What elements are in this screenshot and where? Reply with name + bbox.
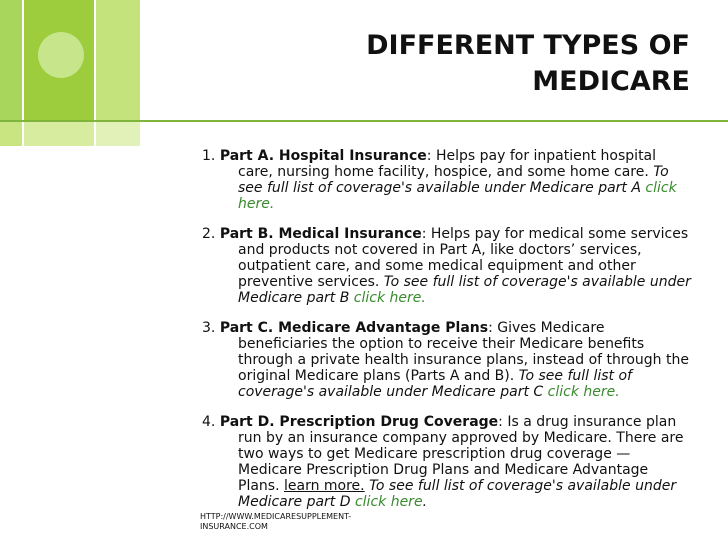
- learn-more-link[interactable]: learn more.: [283, 478, 365, 494]
- item-number: 3.: [202, 320, 216, 336]
- footer-line-2: INSURANCE.COM: [200, 522, 268, 531]
- decor-divider-horizontal: [0, 120, 728, 122]
- click-here-link-part-b[interactable]: click here.: [353, 290, 426, 306]
- item-heading: Part C. Medicare Advantage Plans: [219, 320, 489, 336]
- title-line-2: MEDICARE: [532, 66, 690, 97]
- footer-line-1: HTTP://WWW.MEDICARESUPPLEMENT-: [200, 512, 352, 521]
- decor-circle: [38, 32, 84, 78]
- medicare-parts-list: [202, 148, 692, 524]
- item-heading: Part B. Medical Insurance: [219, 226, 422, 242]
- item-description: : Helps pay for inpatient hospital care, nursing home facility, hospice, and some home care.: [238, 148, 657, 180]
- list-item-part-d: [202, 414, 692, 510]
- item-coverage-note: To see full list of coverage's available under Medicare part A: [238, 164, 669, 196]
- item-number: 1.: [202, 148, 216, 164]
- click-here-link-part-a[interactable]: click here.: [238, 180, 677, 212]
- item-number: 2.: [202, 226, 216, 242]
- decor-square-1: [0, 0, 22, 120]
- item-number: 4.: [202, 414, 216, 430]
- item-description: : Gives Medicare beneficiaries the option to receive their Medicare benefits through a private health insurance plans, instead of through the original Medicare plans (Parts A and B).: [238, 320, 689, 384]
- item-coverage-note: To see full list of coverage's available under Medicare part D: [238, 478, 677, 510]
- source-url-footer: [200, 512, 400, 532]
- decor-square-5: [24, 122, 94, 146]
- decor-square-4: [0, 122, 22, 146]
- title-line-1: DIFFERENT TYPES OF: [366, 30, 690, 61]
- item-description: : Is a drug insurance plan run by an insurance company approved by Medicare. There are two ways to get Medicare prescription drug coverage — Medicare Prescription Drug Plans and Medicare Advantage Plans.: [238, 414, 684, 494]
- page-title: [300, 28, 690, 100]
- list-item-part-c: [202, 320, 692, 400]
- decor-divider-vertical: [140, 0, 142, 122]
- click-here-link-part-d[interactable]: click here: [354, 494, 423, 510]
- decor-square-6: [96, 122, 140, 146]
- list-item-part-a: [202, 148, 692, 212]
- item-coverage-note: To see full list of coverage's available under Medicare part C: [238, 368, 632, 400]
- list-item-part-b: [202, 226, 692, 306]
- item-heading: Part D. Prescription Drug Coverage: [219, 414, 499, 430]
- item-description: : Helps pay for medical some services and products not covered in Part A, like doctors’ services, outpatient care, and some medical equipment and other preventive services.: [238, 226, 689, 290]
- item-heading: Part A. Hospital Insurance: [219, 148, 427, 164]
- click-here-link-part-c[interactable]: click here.: [547, 384, 620, 400]
- decor-square-3: [96, 0, 140, 120]
- item-coverage-note: To see full list of coverage's available under Medicare part B: [238, 274, 691, 306]
- item-end-period: .: [422, 494, 428, 510]
